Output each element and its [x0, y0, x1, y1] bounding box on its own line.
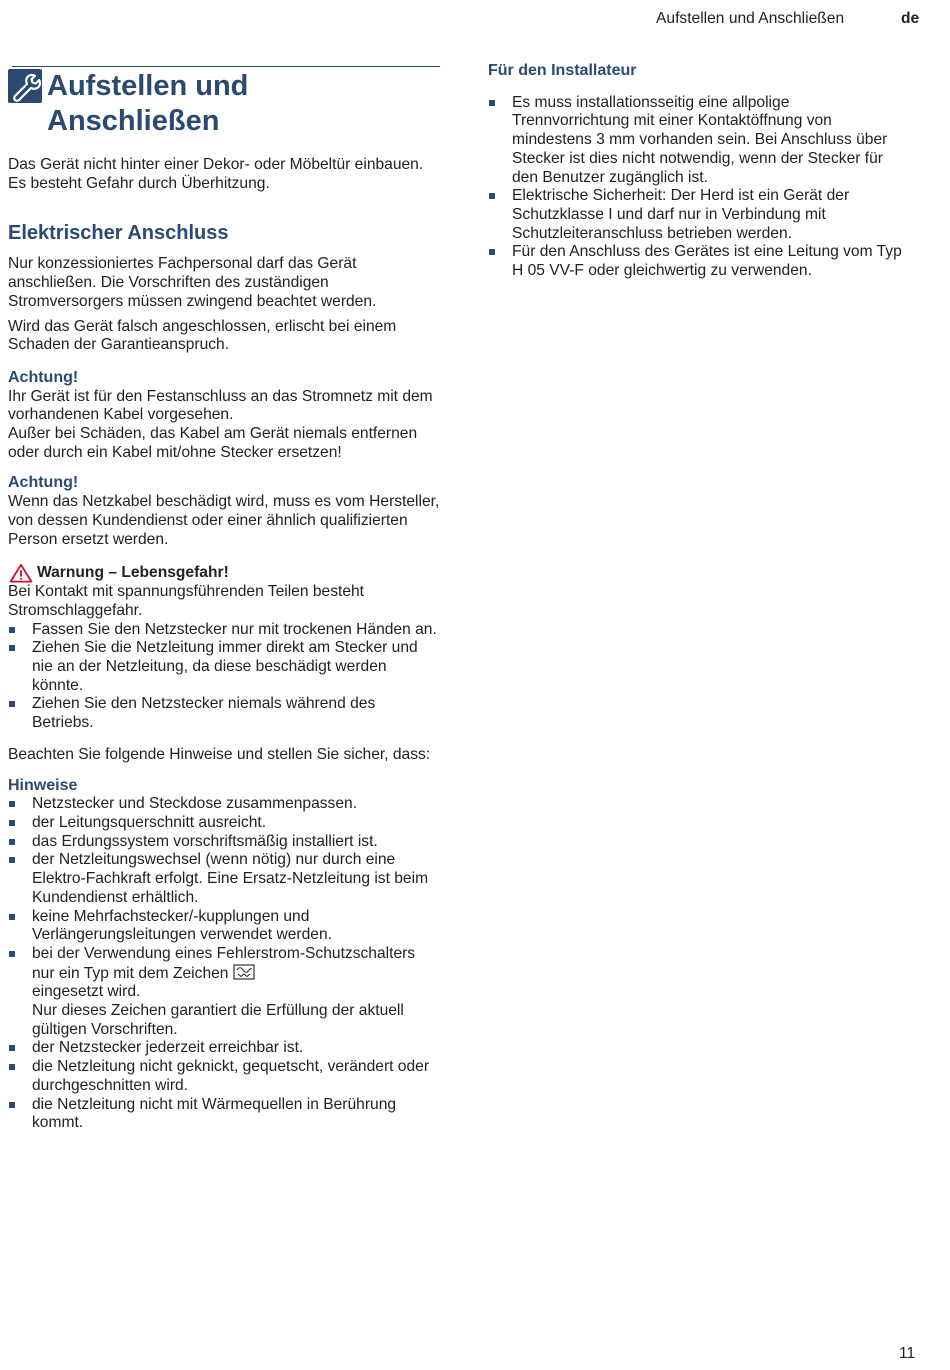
electrical-paragraph-1: Nur konzessioniertes Fachpersonal darf das Gerät anschließen. Die Vorschriften des zuständigen Stromversorgers müssen zwingend beachtet werden. [8, 255, 377, 310]
page-title-line1: Aufstellen und [47, 70, 249, 102]
list-item: die Netzleitung nicht geknickt, gequetscht, verändert oder durchgeschnitten wird. [8, 1058, 440, 1095]
warning-text: Bei Kontakt mit spannungsführenden Teilen besteht Stromschlaggefahr. [8, 583, 365, 619]
attention-label-1: Achtung! [8, 368, 79, 386]
list-item: Für den Anschluss des Gerätes ist eine Leitung vom Typ H 05 VV-F oder gleichwertig zu verwenden. [488, 243, 908, 280]
list-item: der Leitungsquerschnitt ausreicht. [8, 814, 440, 833]
page-title-line2: Anschließen [47, 105, 220, 137]
list-item: die Netzleitung nicht mit Wärmequellen in Berührung kommt. [8, 1096, 440, 1133]
warning-list [8, 621, 440, 733]
list-item: der Netzleitungswechsel (wenn nötig) nur durch eine Elektro-Fachkraft erfolgt. Eine Ersatz-Netzleitung ist beim Kundendienst erhältlich. [8, 851, 440, 907]
left-column [8, 66, 440, 1133]
page-title [47, 69, 248, 139]
list-item-rcd [8, 945, 440, 1040]
page-number: 11 [899, 1345, 916, 1362]
header-section-title: Aufstellen und Anschließen [656, 10, 845, 27]
list-item: Fassen Sie den Netzstecker nur mit trockenen Händen an. [8, 621, 440, 640]
attention-text-1a: Ihr Gerät ist für den Festanschluss an das Stromnetz mit dem vorhandenen Kabel vorgesehen. [8, 387, 433, 424]
notes-list [8, 795, 440, 1133]
list-item: Netzstecker und Steckdose zusammenpassen. [8, 795, 440, 814]
notes-intro: Beachten Sie folgende Hinweise und stellen Sie sicher, dass: [8, 745, 431, 763]
warning-block [8, 563, 440, 733]
title-rule [12, 66, 440, 67]
attention-block-1 [8, 369, 440, 463]
list-item: der Netzstecker jederzeit erreichbar ist. [8, 1039, 440, 1058]
list-item: Ziehen Sie den Netzstecker niemals während des Betriebs. [8, 695, 440, 732]
attention-label-2: Achtung! [8, 474, 79, 492]
electrical-heading: Elektrischer Anschluss [8, 222, 229, 245]
attention-text-2: Wenn das Netzkabel beschädigt wird, muss es vom Hersteller, von dessen Kundendienst oder einer ähnlich qualifizierten Person ersetzt werden. [8, 493, 440, 548]
header-language: de [901, 10, 920, 27]
section-title-block [8, 69, 440, 139]
rcd-text-part1: bei der Verwendung eines Fehlerstrom-Schutzschalters nur ein Typ mit dem Zeichen [32, 944, 416, 982]
notes-label: Hinweise [8, 776, 78, 794]
notes-block [8, 777, 440, 1133]
warning-triangle-icon [8, 563, 34, 583]
rcd-text-part3: Nur dieses Zeichen garantiert die Erfüllung der aktuell gültigen Vorschriften. [32, 1002, 404, 1038]
list-item: Ziehen Sie die Netzleitung immer direkt am Stecker und nie an der Netzleitung, da diese beschädigt werden könnte. [8, 639, 440, 695]
installer-label: Für den Installateur [488, 62, 637, 79]
attention-text-1b: Außer bei Schäden, das Kabel am Gerät niemals entfernen oder durch ein Kabel mit/ohne Stecker ersetzen! [8, 425, 418, 461]
warning-heading [8, 563, 440, 583]
warning-label: Warnung – Lebensgefahr! [37, 563, 229, 581]
list-item: Elektrische Sicherheit: Der Herd ist ein Gerät der Schutzklasse I und darf nur in Verbindung mit Schutzleiteranschluss betrieben werden. [488, 187, 908, 243]
list-item: Es muss installationsseitig eine allpolige Trennvorrichtung mit einer Kontaktöffnung von mindestens 3 mm vorhanden sein. Bei Anschluss über Stecker ist dies nicht notwendig, wenn der Stecker für den Benutzer zugänglich ist. [488, 94, 908, 188]
intro-paragraph: Das Gerät nicht hinter einer Dekor- oder Möbeltür einbauen. Es besteht Gefahr durch Überhitzung. [8, 156, 424, 192]
wrench-icon [8, 69, 42, 103]
electrical-paragraph-2: Wird das Gerät falsch angeschlossen, erlischt bei einem Schaden der Garantieanspruch. [8, 317, 397, 354]
list-item: das Erdungssystem vorschriftsmäßig installiert ist. [8, 833, 440, 852]
rcd-text-part2: eingesetzt wird. [32, 983, 141, 1001]
installer-list [488, 94, 908, 281]
rcd-type-symbol-icon [233, 964, 255, 980]
right-column [488, 62, 908, 281]
page-header [0, 8, 950, 30]
attention-block-2 [8, 474, 440, 549]
list-item: keine Mehrfachstecker/-kupplungen und Verlängerungsleitungen verwendet werden. [8, 908, 440, 945]
